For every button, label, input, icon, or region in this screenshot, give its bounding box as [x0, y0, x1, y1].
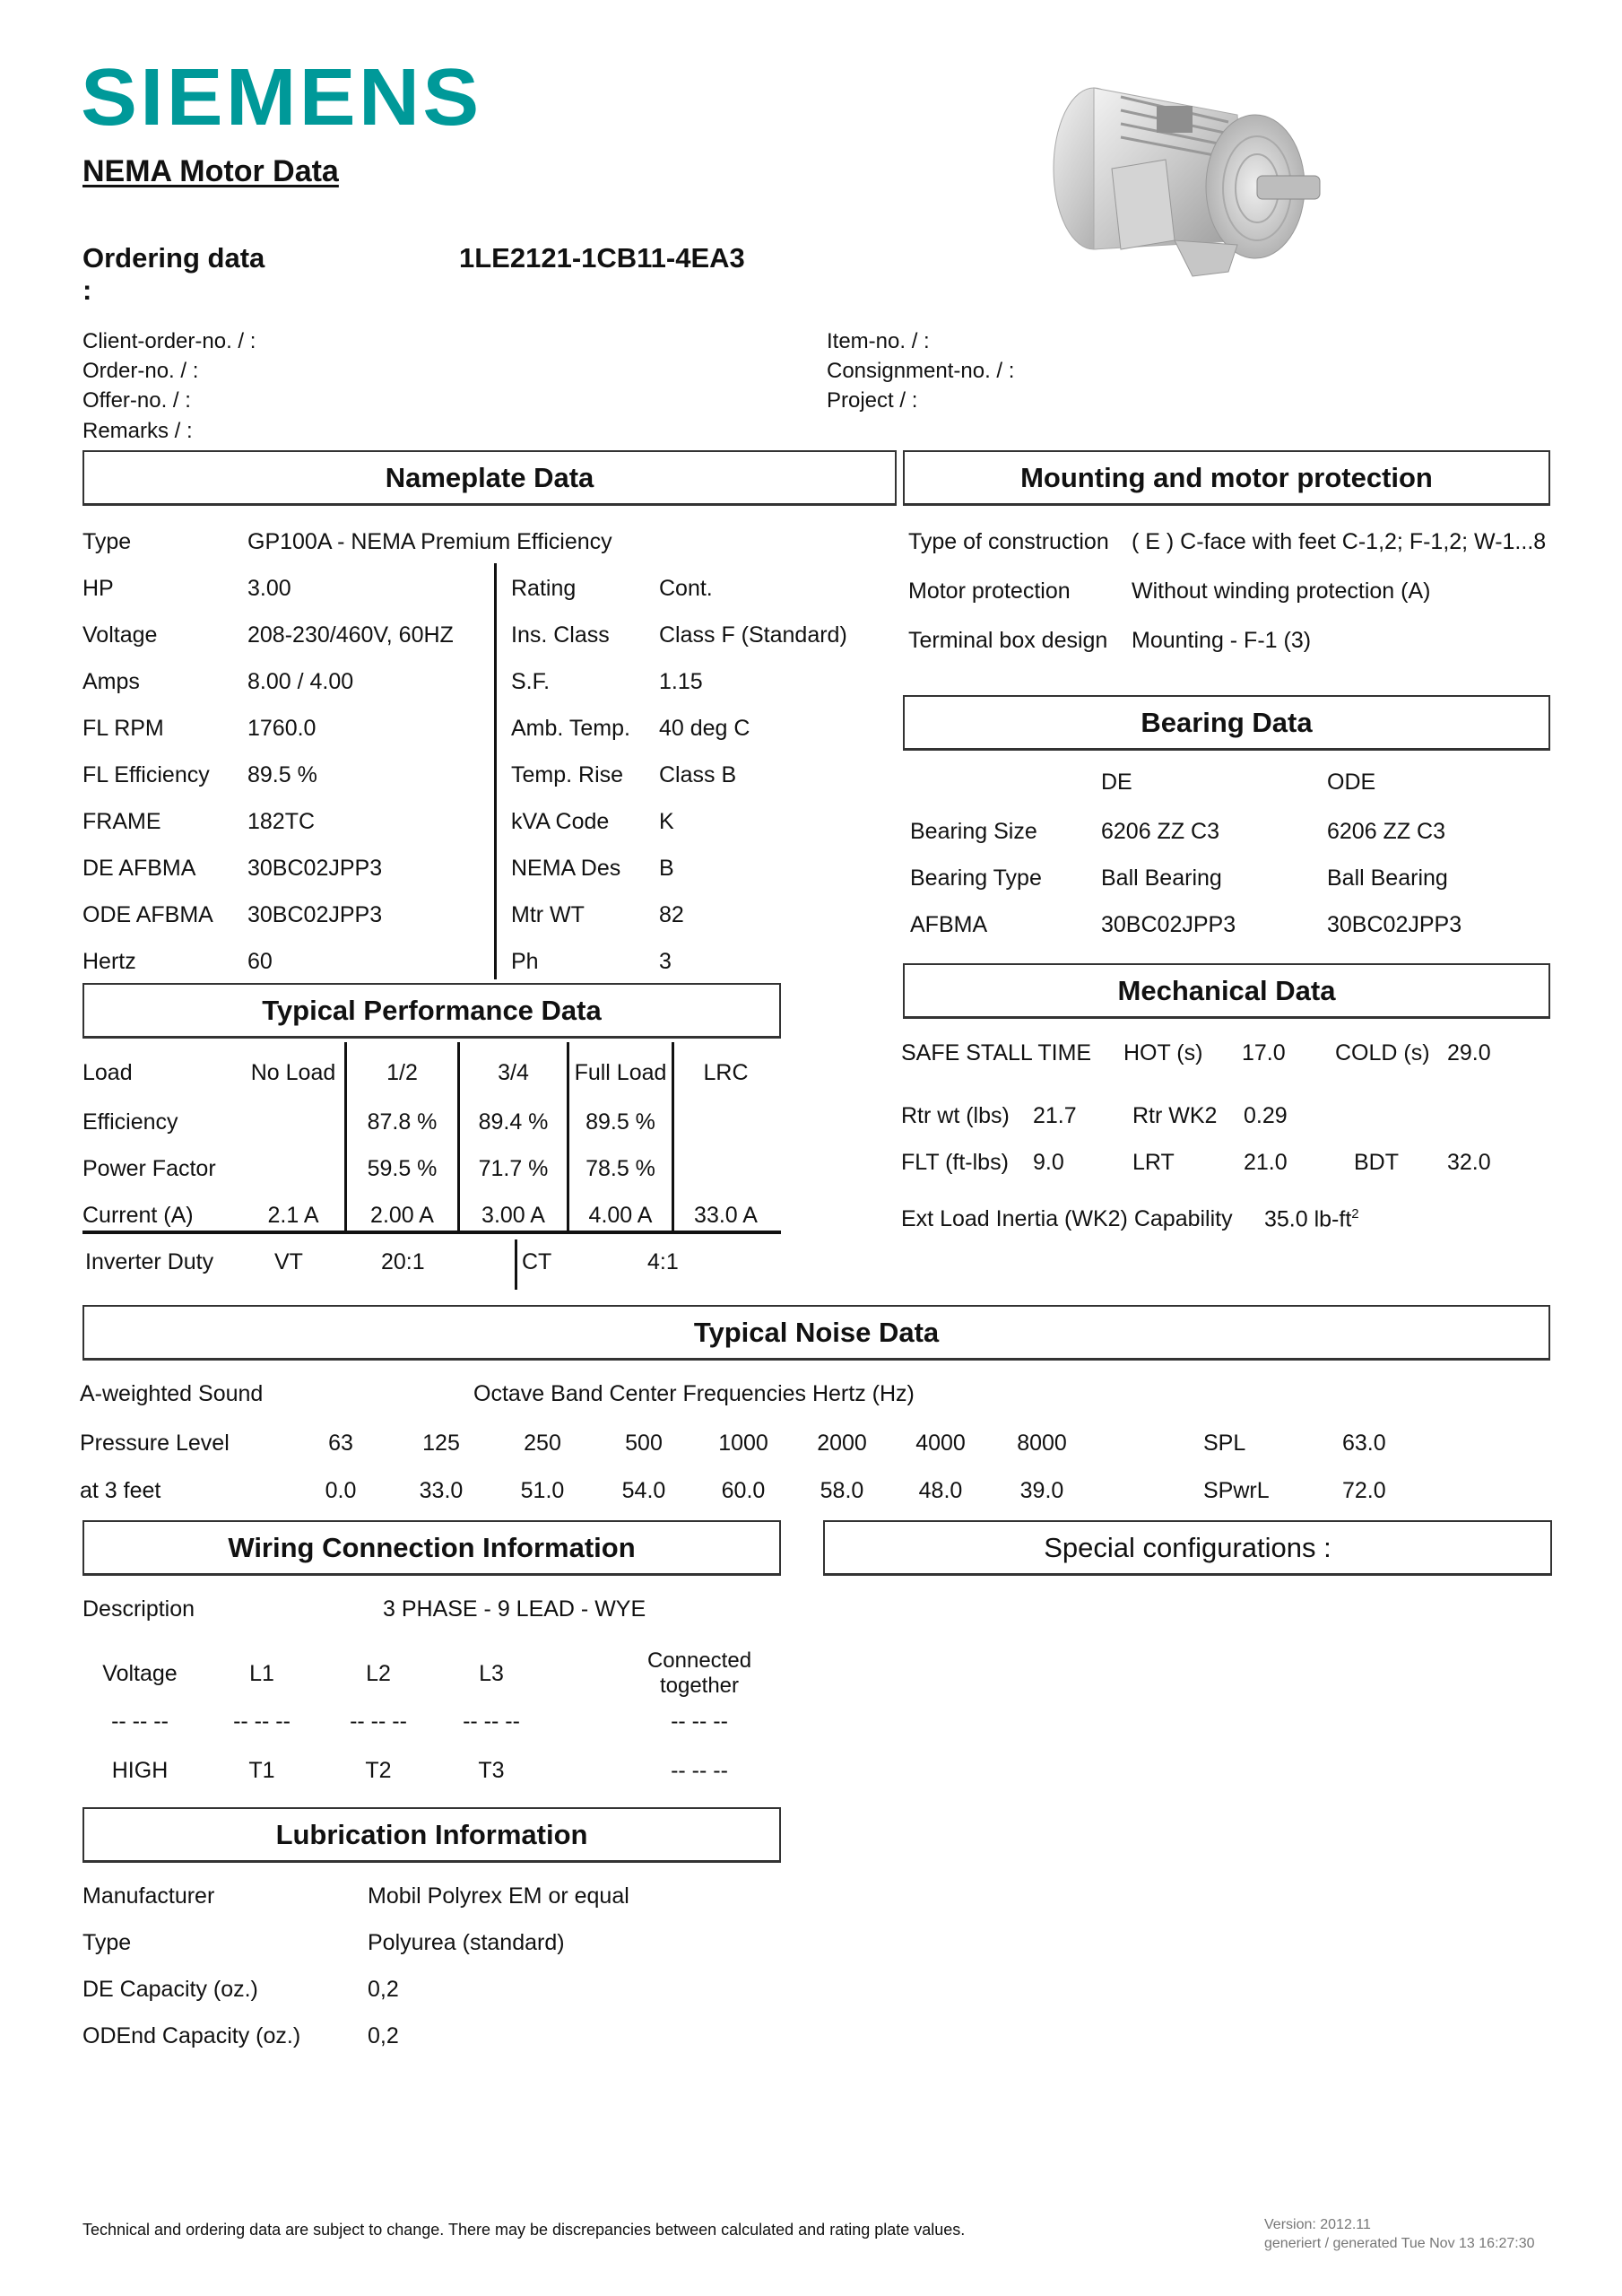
- perf-bottom-rule: [82, 1231, 781, 1234]
- nameplate-label: kVA Code: [511, 809, 610, 834]
- wiring-header: L3: [479, 1661, 504, 1686]
- lrt-label: LRT: [1132, 1150, 1175, 1175]
- wiring-description-label: Description: [82, 1596, 195, 1622]
- bearing-de-value: 30BC02JPP3: [1101, 912, 1236, 937]
- ordering-data-colon: :: [82, 274, 92, 306]
- nameplate-divider: [494, 563, 497, 979]
- lubrication-label: ODEnd Capacity (oz.): [82, 2023, 301, 2048]
- ext-load-inertia-label: Ext Load Inertia (WK2) Capability: [901, 1206, 1233, 1231]
- lubrication-label: Type: [82, 1930, 132, 1955]
- document-title: NEMA Motor Data: [82, 154, 339, 188]
- inverter-divider: [515, 1239, 517, 1290]
- noise-spwrl-value: 72.0: [1342, 1478, 1386, 1503]
- perf-header: LRC: [703, 1060, 749, 1085]
- mechanical-section-header: Mechanical Data: [903, 963, 1550, 1019]
- nameplate-value: 208-230/460V, 60HZ: [247, 622, 454, 648]
- perf-value: 3.00 A: [481, 1203, 545, 1228]
- perf-value: 78.5 %: [585, 1156, 655, 1181]
- nameplate-label: FRAME: [82, 809, 161, 834]
- nameplate-label: HP: [82, 576, 114, 601]
- wiring-cell: T2: [365, 1758, 392, 1783]
- wiring-cell: T1: [248, 1758, 275, 1783]
- wiring-section-header: Wiring Connection Information: [82, 1520, 781, 1576]
- nameplate-value: B: [659, 856, 674, 881]
- lubrication-section-header: Lubrication Information: [82, 1807, 781, 1863]
- mounting-value: Without winding protection (A): [1132, 578, 1431, 604]
- lubrication-label: Manufacturer: [82, 1883, 215, 1909]
- perf-header: 1/2: [386, 1060, 418, 1085]
- nameplate-value: 40 deg C: [659, 716, 750, 741]
- wiring-cell: T3: [478, 1758, 505, 1783]
- nameplate-value: Class B: [659, 762, 737, 787]
- perf-value: 89.4 %: [478, 1109, 549, 1135]
- noise-frequency: 250: [524, 1431, 561, 1456]
- ordering-number: 1LE2121-1CB11-4EA3: [459, 242, 745, 274]
- mounting-label: Terminal box design: [908, 628, 1108, 653]
- lubrication-value: Mobil Polyrex EM or equal: [368, 1883, 629, 1909]
- nameplate-label: Mtr WT: [511, 902, 585, 927]
- bearing-col-ode: ODE: [1327, 770, 1376, 795]
- nameplate-label: Amb. Temp.: [511, 716, 630, 741]
- inverter-ct-label: CT: [522, 1249, 552, 1274]
- noise-frequency: 8000: [1017, 1431, 1067, 1456]
- flt-label: FLT (ft-lbs): [901, 1150, 1009, 1175]
- offer-no-label: Offer-no. / :: [82, 388, 191, 413]
- bearing-de-value: 6206 ZZ C3: [1101, 819, 1220, 844]
- cold-label: COLD (s): [1335, 1040, 1430, 1065]
- nameplate-value: 1.15: [659, 669, 703, 694]
- rotor-weight-value: 21.7: [1033, 1103, 1077, 1128]
- special-configurations-header: Special configurations :: [823, 1520, 1552, 1576]
- mounting-value: ( E ) C-face with feet C-1,2; F-1,2; W-1...8: [1132, 529, 1547, 554]
- nameplate-label: Voltage: [82, 622, 158, 648]
- mounting-label: Motor protection: [908, 578, 1071, 604]
- bearing-section-header: Bearing Data: [903, 695, 1550, 751]
- wiring-cell: -- -- --: [671, 1709, 728, 1734]
- nameplate-value: K: [659, 809, 674, 834]
- mounting-value: Mounting - F-1 (3): [1132, 628, 1312, 653]
- consignment-no-label: Consignment-no. / :: [827, 359, 1015, 383]
- noise-level: 51.0: [520, 1478, 565, 1503]
- footer-version-block: [1264, 2215, 1535, 2253]
- nameplate-label: ODE AFBMA: [82, 902, 213, 927]
- perf-header-load: Load: [82, 1060, 133, 1085]
- noise-frequency: 125: [422, 1431, 460, 1456]
- bearing-col-de: DE: [1101, 770, 1132, 795]
- mounting-section-header: Mounting and motor protection: [903, 450, 1550, 506]
- perf-header: Full Load: [574, 1060, 667, 1085]
- bdt-label: BDT: [1354, 1150, 1399, 1175]
- nameplate-value: 30BC02JPP3: [247, 902, 383, 927]
- perf-value: 59.5 %: [367, 1156, 438, 1181]
- nameplate-label: Rating: [511, 576, 577, 601]
- wiring-cell: -- -- --: [111, 1709, 169, 1734]
- noise-spl-label: SPL: [1203, 1431, 1246, 1456]
- noise-at-3-feet-label: at 3 feet: [80, 1478, 161, 1503]
- nameplate-label: DE AFBMA: [82, 856, 196, 881]
- siemens-logo: SIEMENS: [81, 53, 482, 143]
- noise-spwrl-label: SPwrL: [1203, 1478, 1270, 1503]
- noise-spl-value: 63.0: [1342, 1431, 1386, 1456]
- footer-disclaimer: Technical and ordering data are subject to change. There may be discrepancies between calculated and rating plate values.: [82, 2221, 966, 2239]
- nameplate-value: Class F (Standard): [659, 622, 847, 648]
- nameplate-value: 30BC02JPP3: [247, 856, 383, 881]
- footer-generated: generiert / generated Tue Nov 13 16:27:30: [1264, 2236, 1535, 2251]
- nameplate-value: 3.00: [247, 576, 291, 601]
- lrt-value: 21.0: [1244, 1150, 1288, 1175]
- nameplate-label: NEMA Des: [511, 856, 621, 881]
- lubrication-value: 0,2: [368, 1977, 399, 2002]
- client-order-no-label: Client-order-no. / :: [82, 329, 256, 353]
- bearing-ode-value: 6206 ZZ C3: [1327, 819, 1446, 844]
- safe-stall-label: SAFE STALL TIME: [901, 1040, 1092, 1065]
- nameplate-value: Cont.: [659, 576, 713, 601]
- nameplate-type-label: Type: [82, 529, 132, 554]
- bearing-label: Bearing Type: [910, 865, 1042, 891]
- perf-value: 33.0 A: [694, 1203, 758, 1228]
- wiring-cell: -- -- --: [463, 1709, 520, 1734]
- inverter-duty-label: Inverter Duty: [85, 1249, 214, 1274]
- perf-header: No Load: [250, 1060, 336, 1085]
- perf-header: 3/4: [498, 1060, 529, 1085]
- mounting-label: Type of construction: [908, 529, 1109, 554]
- rotor-wk2-label: Rtr WK2: [1132, 1103, 1218, 1128]
- cold-value: 29.0: [1447, 1040, 1491, 1065]
- lubrication-value: 0,2: [368, 2023, 399, 2048]
- noise-frequency-caption: Octave Band Center Frequencies Hertz (Hz): [473, 1381, 915, 1406]
- perf-value: 87.8 %: [367, 1109, 438, 1135]
- rotor-weight-label: Rtr wt (lbs): [901, 1103, 1010, 1128]
- bearing-ode-value: Ball Bearing: [1327, 865, 1448, 891]
- noise-frequency: 63: [328, 1431, 353, 1456]
- inverter-ct-value: 4:1: [647, 1249, 679, 1274]
- nameplate-label: S.F.: [511, 669, 551, 694]
- nameplate-value: 89.5 %: [247, 762, 317, 787]
- wiring-cell: -- -- --: [350, 1709, 407, 1734]
- noise-a-weighted-label: A-weighted Sound: [80, 1381, 264, 1406]
- bearing-label: AFBMA: [910, 912, 988, 937]
- order-no-label: Order-no. / :: [82, 359, 199, 383]
- noise-pressure-level-label: Pressure Level: [80, 1431, 230, 1456]
- perf-value: 4.00 A: [588, 1203, 653, 1228]
- nameplate-value: 8.00 / 4.00: [247, 669, 354, 694]
- noise-level: 33.0: [419, 1478, 464, 1503]
- perf-value: 2.00 A: [370, 1203, 434, 1228]
- performance-section-header: Typical Performance Data: [82, 983, 781, 1039]
- inverter-vt-value: 20:1: [381, 1249, 425, 1274]
- item-no-label: Item-no. / :: [827, 329, 930, 353]
- noise-level: 60.0: [721, 1478, 766, 1503]
- wiring-header: L1: [249, 1661, 274, 1686]
- noise-frequency: 1000: [718, 1431, 768, 1456]
- nameplate-value: 3: [659, 949, 672, 974]
- nameplate-type-value: GP100A - NEMA Premium Efficiency: [247, 529, 612, 554]
- nameplate-label: Ins. Class: [511, 622, 610, 648]
- hot-label: HOT (s): [1123, 1040, 1203, 1065]
- noise-frequency: 2000: [817, 1431, 867, 1456]
- wiring-header: Voltage: [102, 1661, 178, 1686]
- nameplate-value: 182TC: [247, 809, 316, 834]
- nameplate-value: 82: [659, 902, 684, 927]
- perf-row-label: Current (A): [82, 1203, 194, 1228]
- wiring-cell: HIGH: [111, 1758, 169, 1783]
- noise-section-header: Typical Noise Data: [82, 1305, 1550, 1361]
- lubrication-value: Polyurea (standard): [368, 1930, 565, 1955]
- ordering-data-label: Ordering data: [82, 242, 265, 274]
- bdt-value: 32.0: [1447, 1150, 1491, 1175]
- inverter-vt-label: VT: [274, 1249, 303, 1274]
- wiring-header-connected: Connected together: [646, 1648, 752, 1698]
- noise-level: 39.0: [1019, 1478, 1064, 1503]
- perf-value: 2.1 A: [267, 1203, 319, 1228]
- noise-frequency: 500: [625, 1431, 663, 1456]
- lubrication-label: DE Capacity (oz.): [82, 1977, 258, 2002]
- wiring-header: L2: [366, 1661, 391, 1686]
- wiring-cell: -- -- --: [671, 1758, 728, 1783]
- wiring-description-value: 3 PHASE - 9 LEAD - WYE: [383, 1596, 646, 1622]
- bearing-de-value: Ball Bearing: [1101, 865, 1222, 891]
- hot-value: 17.0: [1242, 1040, 1286, 1065]
- noise-frequency: 4000: [915, 1431, 966, 1456]
- nameplate-label: FL RPM: [82, 716, 164, 741]
- perf-row-label: Power Factor: [82, 1156, 216, 1181]
- nameplate-section-header: Nameplate Data: [82, 450, 897, 506]
- noise-level: 0.0: [325, 1478, 357, 1503]
- nameplate-value: 1760.0: [247, 716, 317, 741]
- nameplate-value: 60: [247, 949, 273, 974]
- rotor-wk2-value: 0.29: [1244, 1103, 1288, 1128]
- nameplate-label: Ph: [511, 949, 539, 974]
- nameplate-label: Temp. Rise: [511, 762, 624, 787]
- nameplate-label: FL Efficiency: [82, 762, 210, 787]
- nameplate-label: Amps: [82, 669, 140, 694]
- ext-load-inertia-value: 35.0 $lb-ft^2$: [1264, 1206, 1359, 1232]
- nameplate-label: Hertz: [82, 949, 136, 974]
- noise-level: 58.0: [820, 1478, 864, 1503]
- remarks-label: Remarks / :: [82, 419, 193, 443]
- perf-row-label: Efficiency: [82, 1109, 178, 1135]
- footer-version: Version: 2012.11: [1264, 2217, 1371, 2232]
- project-label: Project / :: [827, 388, 918, 413]
- motor-product-image: [1022, 61, 1345, 285]
- noise-level: 48.0: [918, 1478, 963, 1503]
- bearing-ode-value: 30BC02JPP3: [1327, 912, 1462, 937]
- wiring-cell: -- -- --: [233, 1709, 291, 1734]
- flt-value: 9.0: [1033, 1150, 1064, 1175]
- bearing-label: Bearing Size: [910, 819, 1037, 844]
- noise-level: 54.0: [621, 1478, 666, 1503]
- perf-value: 89.5 %: [585, 1109, 655, 1135]
- perf-value: 71.7 %: [478, 1156, 549, 1181]
